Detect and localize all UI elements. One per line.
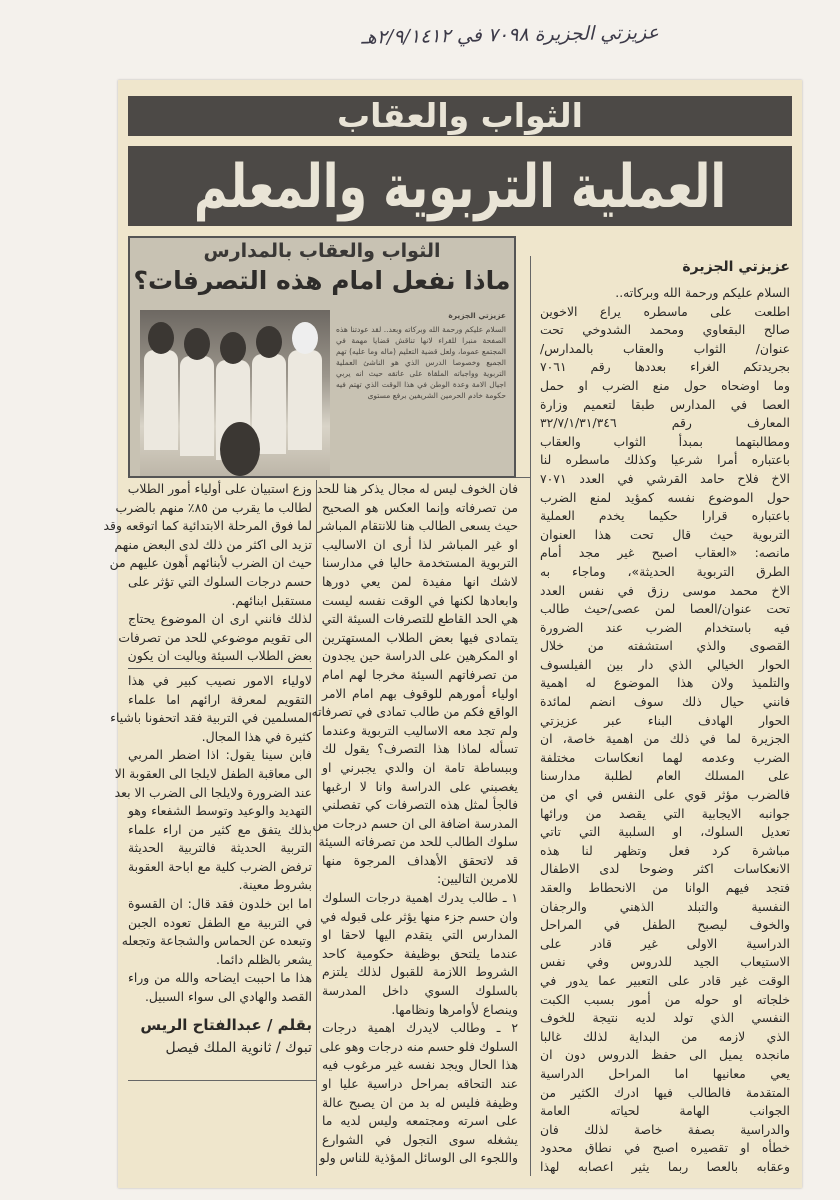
text-line: التربية الحديثة فالتربية الحديثة bbox=[128, 840, 312, 856]
text-line: فالجأ لمثل هذه التصرفات كي تفصلني bbox=[322, 797, 518, 813]
text-line: النفسي الذي تولد لديه نتيجة للخوف bbox=[540, 1010, 790, 1026]
text-line: بذلك يتفق مع كثير من اراء علماء bbox=[128, 821, 312, 837]
text-line: ١ ـ طالب يدرك اهمية درجات السلوك bbox=[322, 890, 518, 906]
author-location: تبوك / ثانوية الملك فيصل bbox=[165, 1039, 312, 1056]
text-line: مانصه: «العقاب اصبح غير مجد أمام bbox=[540, 545, 790, 561]
inset-heading: عزيزتي الجزيرة bbox=[448, 311, 506, 320]
left-column-bottom-lines bbox=[110, 672, 312, 1007]
text-line: القصد والهادي الى سواء السبيل. bbox=[144, 989, 312, 1005]
text-line: ٢ ـ وطالب لايدرك اهمية درجات bbox=[322, 1020, 518, 1036]
text-line: للامرين التاليين: bbox=[436, 871, 518, 887]
byline-divider bbox=[128, 1080, 316, 1081]
text-line: خطأه او تقصيره اصبح في نطاق محدود bbox=[540, 1140, 790, 1156]
text-line: عنوان/ الثواب والعقاب بالمدارس/ bbox=[540, 340, 790, 356]
text-line: تحت عنوان/العصا لمن عصى/حيث طالب bbox=[540, 601, 790, 617]
text-line: تزيد الى اكثر من ذلك لدى البعض منهم bbox=[114, 536, 312, 552]
text-line: الى معاقبة الطفل لايلجا الى العقوبة الا bbox=[114, 765, 312, 781]
text-line: ولم تجد معه الاساليب التربوية وعندما bbox=[322, 722, 518, 738]
text-line: وينصاع لأوامرها ونظامها. bbox=[391, 1001, 518, 1017]
text-line: حيث يسعى الطالب هنا للانتقام المباشر bbox=[317, 518, 518, 534]
text-line: فالضرب مؤثر قوي على النفس في اي من bbox=[540, 787, 790, 803]
text-line: لما فوق المرحلة الابتدائية كما اتوقعه وقد bbox=[103, 518, 312, 534]
middle-column bbox=[311, 480, 518, 1168]
text-line: الشروط اللازمة للقبول لذلك يلتزم bbox=[322, 964, 518, 980]
text-line: الاخ محمد موسى رزق في نفس العدد bbox=[540, 582, 790, 598]
text-line: وتبعده عن الحماس والشجاعة وتجعله bbox=[121, 933, 312, 949]
text-line: باعتباره أمرا شرعيا وكذلك ماسطره لنا bbox=[540, 452, 790, 468]
inset-body: السلام عليكم ورحمة الله وبركاته وبعد.. لقد عودتنا هذه الصفحة منبرا للقراء لانها تناقش قضايا مهمة في المجتمع عموما، ولعل قضية التعليم (ماله وما عليه) تهم الجميع وخصوصا الدرس الذي هو الناشئ العملية التربوية وواجباته الملقاة على عاتقه حيث انه يربي اجيال الامة وعدة الوطن في هذا الوقت الذي تهتم فيه حكومة خادم الحرمين الشريفين برفع مستوى bbox=[336, 325, 506, 400]
text-line: او غير المباشر لذا أرى ان الاساليب bbox=[322, 536, 518, 552]
text-line: المتقدمة فالطالب فيها ادرك الكثير من bbox=[540, 1084, 790, 1100]
middle-column-lines bbox=[311, 480, 518, 1168]
text-line: الدراسية الاولى غير قادر على bbox=[540, 935, 790, 951]
text-line: صالح البقعاوي ومحمد الشدوخي تحت bbox=[540, 322, 790, 338]
text-line: وزع استبيان على أولياء أمور الطلاب bbox=[127, 481, 312, 496]
text-line: والخوف ليصبح الطفل في المراحل bbox=[540, 917, 790, 933]
left-column-top-lines bbox=[103, 480, 312, 666]
text-line: خلجاته او حوله من أمور بسبب الكبت bbox=[540, 991, 790, 1007]
text-line: ترفض الضرب كلية مع اباحة العقوبة bbox=[128, 858, 312, 874]
text-line: اما ابن خلدون فقد قال: ان القسوة bbox=[128, 896, 312, 912]
text-line: فان الخوف ليس له مجال يذكر هنا للحد bbox=[316, 481, 518, 496]
text-line: حول الموضوع نفسه كمؤيد لمنع الضرب bbox=[540, 489, 790, 505]
text-line: هذا ما احببت ايضاحه والله من وراء bbox=[128, 970, 312, 986]
text-line: او المكرهين على الدراسة حين يجدون bbox=[322, 648, 518, 664]
text-line: يغصبني على الدراسة وانا لا ارغبها bbox=[322, 778, 518, 794]
text-line: الطرق التربوية الحديثة»، وماجاء به bbox=[540, 563, 790, 579]
text-line: بعض الطلاب السيئة وياليت ان يكون bbox=[127, 648, 312, 664]
text-line: العصا في المدارس طبقا لتعميم وزارة bbox=[540, 396, 790, 412]
text-line: الواقع فكم من طالب تمادى في تصرفاته bbox=[311, 704, 518, 720]
text-line: حيث ان الضرب لأبنائهم أهون عليهم من bbox=[109, 555, 312, 571]
text-line: الاخ فلاح حامد القرشي في العدد ٧٠٧١ bbox=[540, 470, 790, 486]
text-line: الحوار الخيالي الذي دار بين الفيلسوف bbox=[540, 656, 790, 672]
text-line: الحوار الهادف البناء عبر عزيزتي bbox=[540, 712, 790, 728]
related-article-photo bbox=[128, 236, 516, 478]
text-line: المدارس التي يتقدم اليها لاحقا او bbox=[322, 927, 518, 943]
text-line: لذلك فانني ارى ان الموضوع يحتاج bbox=[128, 611, 312, 627]
text-line: مباشرة كرد فعل وتظهر لنا هذه bbox=[540, 842, 790, 858]
text-line: فانني حيال ذلك سوف انضم لمائدة bbox=[540, 694, 790, 710]
text-line: مستقبل ابنائهم. bbox=[231, 592, 312, 608]
author-byline: بقلم / عبدالفتاح الريس bbox=[140, 1015, 312, 1034]
text-line: السلام عليكم ورحمة الله وبركاته.. bbox=[615, 285, 790, 300]
text-line: في التربية مع الطفل تعوده الجبن bbox=[128, 914, 312, 930]
text-line: تسأله لماذا هذا التصرف؟ يقول لك bbox=[322, 741, 518, 757]
text-line: عند التحاقه بمراحل دراسية عليا او bbox=[322, 1076, 518, 1091]
text-line: على المسلك العام لطلبة مدارسنا bbox=[540, 768, 790, 784]
paragraph-divider bbox=[128, 668, 312, 669]
text-line: من تصرفاتهم السيئة مخرجا لهم امام bbox=[322, 666, 518, 682]
headline-title: العملية التربوية والمعلم bbox=[193, 150, 727, 222]
text-line: الى تقويم موضوعي للحد من تصرفات bbox=[118, 629, 312, 645]
text-line: مانجده يميل الى حفظ الدروس دون ان bbox=[540, 1047, 790, 1063]
text-line: الجزيرة لما في ذلك من اهمية خاصة، ان bbox=[540, 731, 790, 747]
text-line: لاولياء الامور نصيب كبير في هذا bbox=[128, 672, 312, 688]
text-line: هي الحد القاطع للتصرفات السيئة التي bbox=[321, 611, 518, 627]
text-line: المعارف رقم ٣٢/٧/١/٣١/٣٤٦ bbox=[540, 415, 790, 431]
right-column bbox=[540, 256, 790, 1177]
text-line: التقويم لمعرفة ارائهم اما علماء bbox=[128, 691, 312, 707]
text-line: لاشك انها مفيدة لمن يعي دورها bbox=[322, 573, 518, 589]
text-line: الانعكاسات اكثر وضوحا لدى الاطفال bbox=[540, 861, 790, 877]
text-line: باعتباره قرارا حكيما يخدم العملية bbox=[540, 508, 790, 524]
text-line: اطلعت على ماسطره يراع الاخوين bbox=[540, 303, 790, 319]
text-line: النفسية والتبلد الذهني والرجفان bbox=[540, 898, 790, 914]
text-line: واللجوء الى الوسائل المؤذية للناس ولو bbox=[319, 1150, 518, 1166]
text-line: والدراسية بصفة خاصة لذلك فان bbox=[540, 1121, 790, 1137]
text-line: القصوى والذي استشفته من خلال bbox=[540, 638, 790, 654]
text-line: فيه باستخدام الضرب عند الضرورة bbox=[540, 619, 790, 635]
text-line: تعديل السلوك، او السلبية التي تاتي bbox=[540, 824, 790, 840]
text-line: الوقت غير قادر على التعبير عما يدور في bbox=[540, 972, 790, 988]
section-heading: عزيزتي الجزيرة bbox=[682, 259, 790, 275]
text-line: سلوك الطالب للحد من تصرفاته السيئة bbox=[318, 834, 518, 850]
text-line: يتمادى فيها بعض الطلاب المستهترين bbox=[322, 629, 518, 645]
text-line: على اسرته ومجتمعه وليس لديه ما bbox=[322, 1113, 518, 1129]
text-line: ومطالبتهما بمبدأ الثواب والعقاب bbox=[540, 433, 790, 449]
students-photo bbox=[140, 310, 330, 476]
photo-title-line2: ماذا نفعل امام هذه التصرفات؟ bbox=[133, 266, 511, 295]
text-line: التربوية المستخدمة حاليا في مدارسنا bbox=[322, 555, 518, 571]
text-line: بشروط معينة. bbox=[238, 877, 312, 893]
text-line: لطالب ما يقرب من ٨٥٪ منهم بالضرب bbox=[115, 499, 312, 515]
right-column-lines bbox=[540, 284, 790, 1177]
text-line: السلوك فلو حسم منه درجات وهو على bbox=[319, 1038, 518, 1054]
text-line: المسلمين في التربية فقد اتحفونا باشياء bbox=[110, 710, 312, 726]
text-line: والتلميذ ولان هذا الموضوع له اهمية bbox=[540, 675, 790, 691]
text-line: من تصرفاته وإنما العكس هو الصحيح bbox=[322, 499, 518, 515]
text-line: كثيرة في هذا المجال. bbox=[201, 728, 312, 744]
handwritten-date-note: عزيزتي الجزيرة ٧٠٩٨ في ٢/٩/١٤١٢هـ bbox=[360, 21, 660, 49]
text-line: بجريدتكم الغراء بعددها رقم ٧٠٦١ bbox=[540, 359, 790, 375]
text-line: يعي معانيها اما المراحل الدراسية bbox=[540, 1065, 790, 1081]
text-line: الذي لازمه من البداية لذلك غالبا bbox=[540, 1028, 790, 1044]
text-line: هذا الحال ويجد نفسه غير مرغوب فيه bbox=[322, 1057, 518, 1073]
headline-banner bbox=[128, 146, 792, 226]
text-line: وابعادها لكنها في الوقت نفسه ليست bbox=[322, 592, 518, 608]
text-line: عند الضرورة ولايلجا الى الضرب الا بعد bbox=[114, 784, 312, 800]
text-line: الاستيعاب الجيد للدروس وفي نفس bbox=[540, 954, 790, 970]
text-line: يشغله سوى التجول في الشوارع bbox=[322, 1131, 518, 1147]
text-line: التهديد والوعيد وتوسط الشفعاء وهو bbox=[128, 803, 312, 819]
text-line: فتجد فيهم الوانا من الانحطاط والعقد bbox=[540, 880, 790, 895]
text-line: حسم درجات السلوك التي تؤثر على bbox=[128, 573, 312, 589]
text-line: بالسلوك السوي داخل المدرسة bbox=[322, 983, 518, 999]
text-line: وعقابه بالعصا ربما يثير اعصابه لهذا bbox=[540, 1158, 790, 1174]
headline-kicker: الثواب والعقاب bbox=[128, 96, 792, 136]
text-line: جوانبه الايجابية التي يقصد من ورائها bbox=[540, 805, 790, 821]
text-line: فابن سينا يقول: اذا اضطر المربي bbox=[128, 747, 312, 763]
text-line: وببساطة تامة ان والدي يجبرني او bbox=[322, 759, 518, 775]
text-line: التربوية حيث قال تحت هذا العنوان bbox=[540, 526, 790, 542]
column-divider bbox=[530, 256, 531, 1176]
photo-title-line1: الثواب والعقاب بالمدارس bbox=[203, 240, 441, 262]
newspaper-clipping bbox=[103, 80, 802, 1188]
text-line: الجوانب الهامة لحياته العامة bbox=[540, 1103, 790, 1119]
text-line: وان حسم جزء منها يؤثر على قبوله في bbox=[320, 908, 518, 924]
text-line: المدرسة اضافة الى ان حسم درجات من bbox=[312, 815, 518, 831]
left-column bbox=[103, 480, 312, 1059]
text-line: اولياء أمورهم للوقوف بهم امام الامر bbox=[322, 685, 518, 701]
text-line: يشعر بالظلم دائما. bbox=[216, 951, 312, 967]
photo-inset-text bbox=[336, 310, 506, 401]
text-line: الضرب وعدمه لهما انعكاسات مختلفة bbox=[540, 749, 790, 765]
text-line: وما اوضحاه حول منع الضرب او حمل bbox=[540, 377, 790, 393]
text-line: عندما يلتحق بوظيفة حكومية كاحد bbox=[322, 945, 518, 961]
text-line: وظيفة فليس له بد من ان يصبح عالة bbox=[322, 1094, 518, 1110]
text-line: قد لاتحقق الأهداف المرجوة منها bbox=[322, 852, 518, 868]
